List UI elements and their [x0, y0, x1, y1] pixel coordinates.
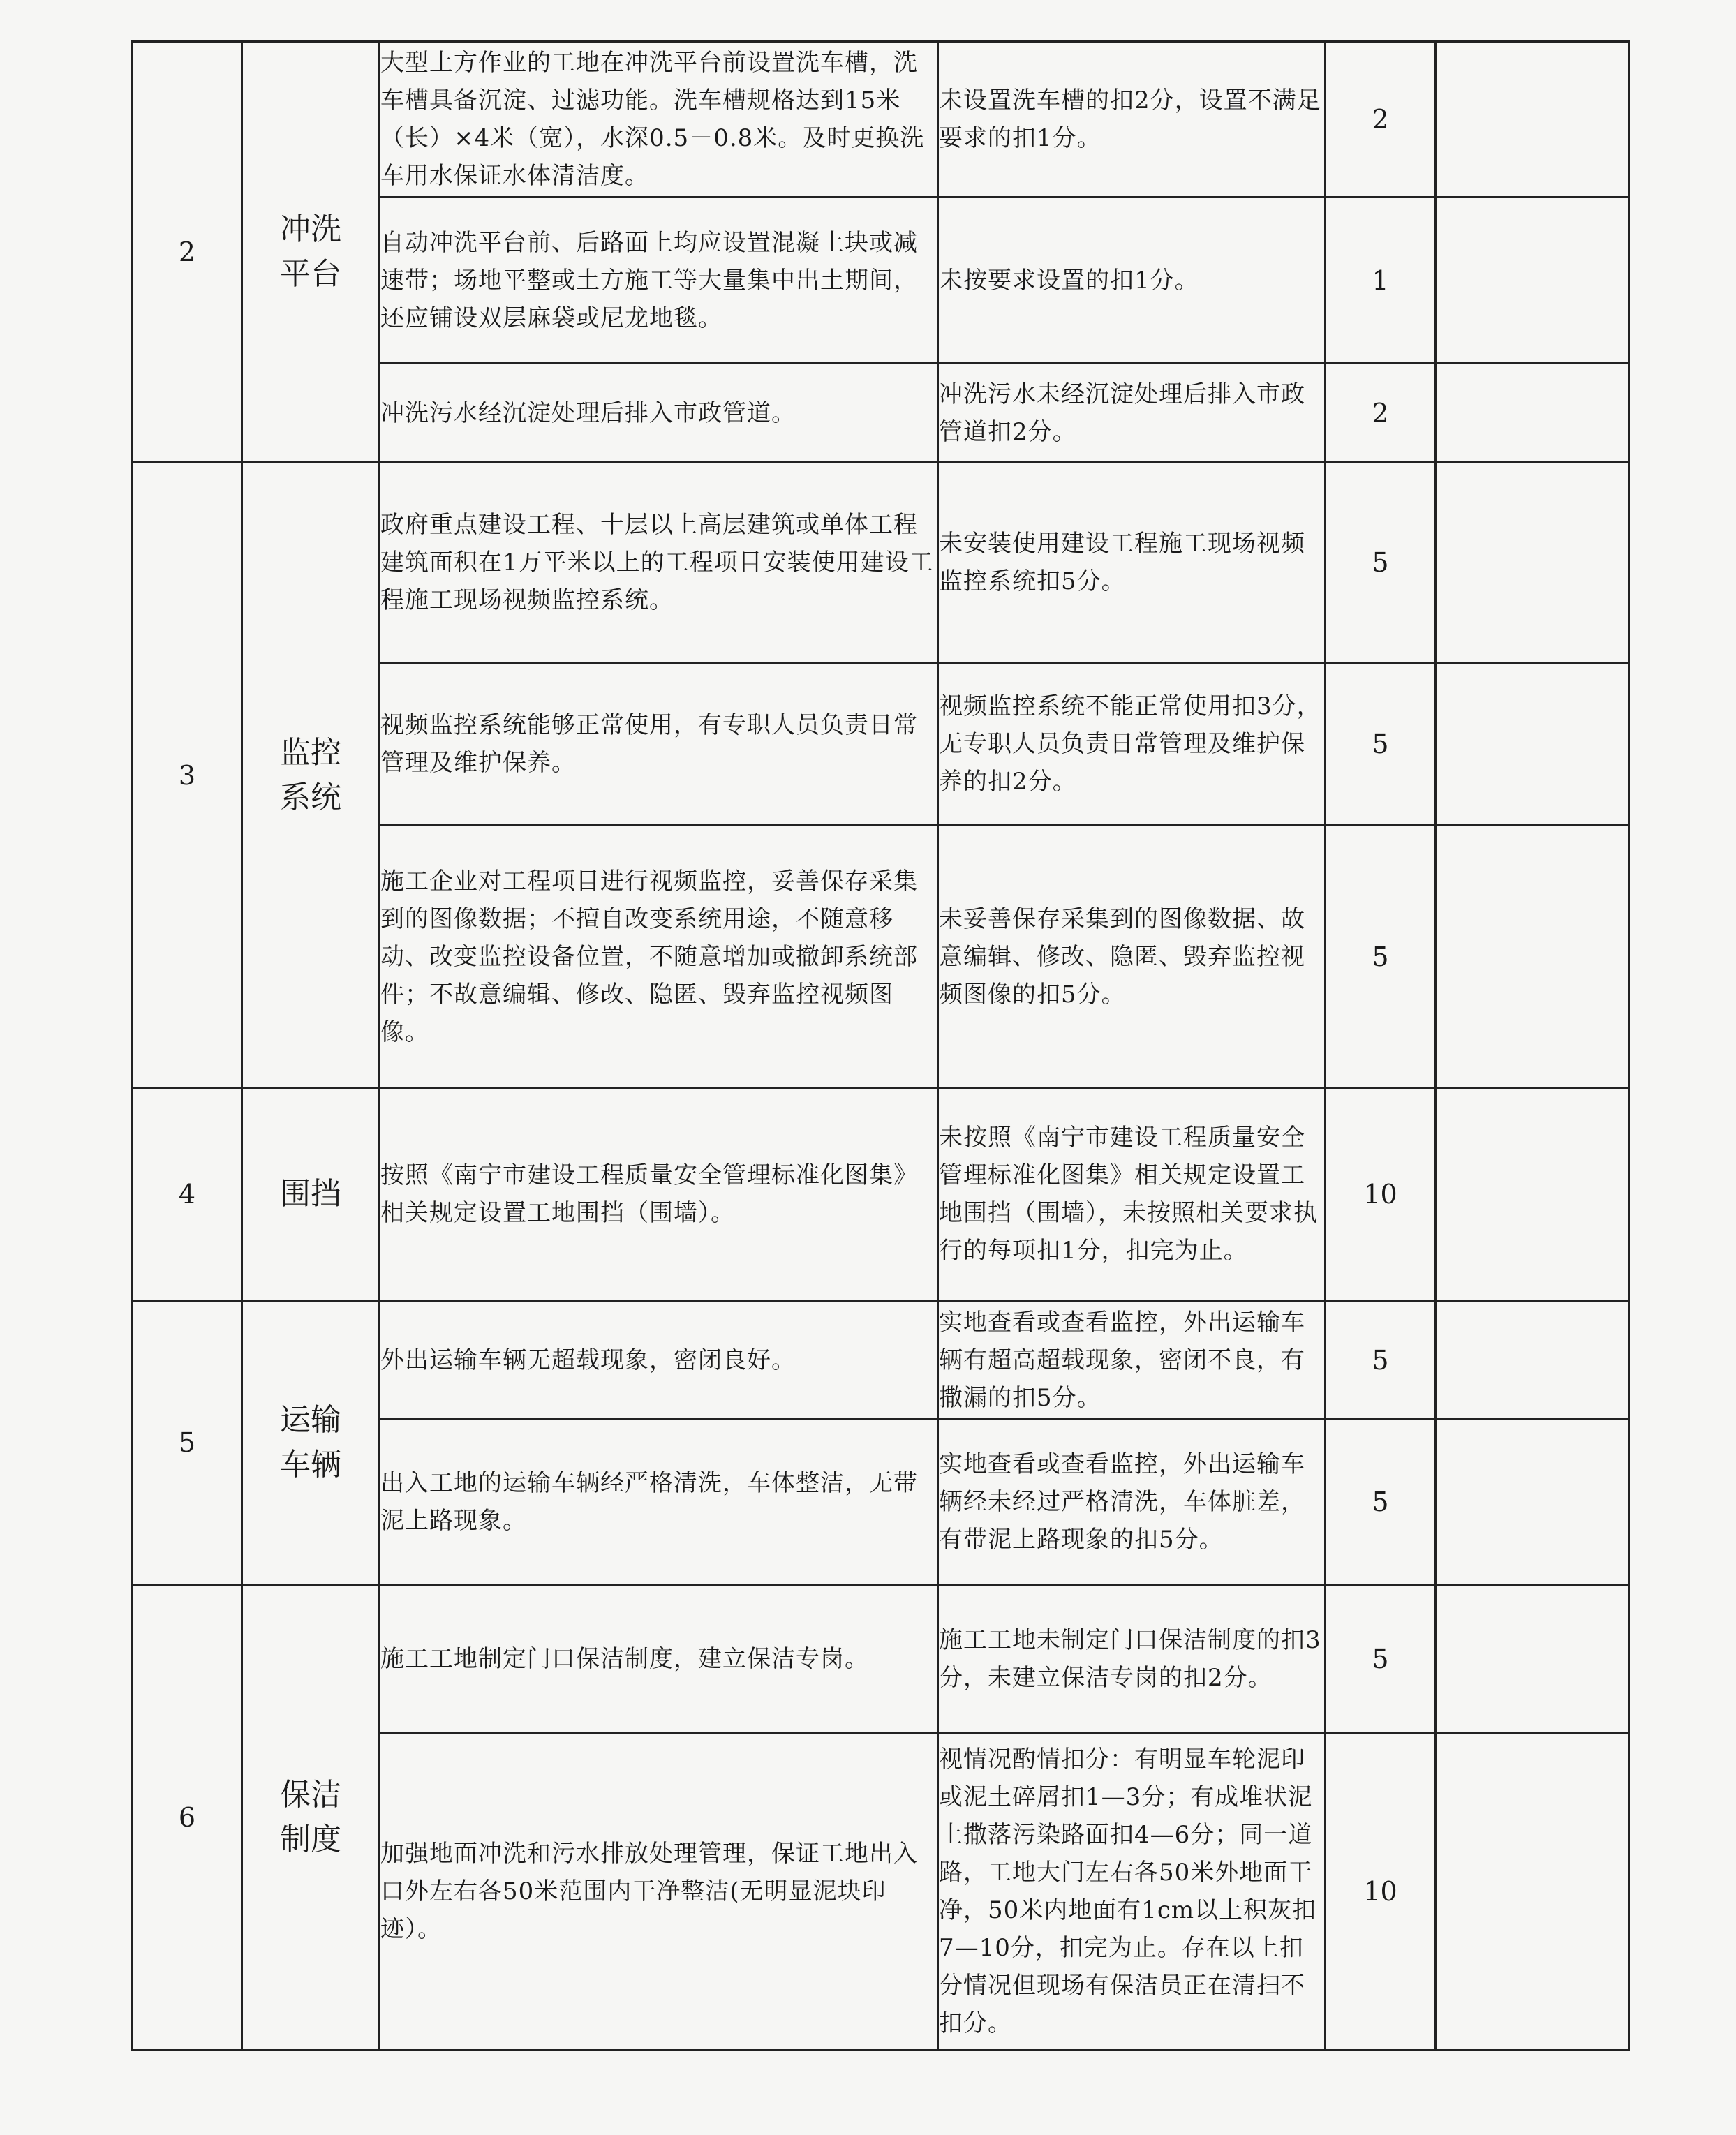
points-cell: 2	[1326, 364, 1436, 463]
row-number: 5	[133, 1301, 242, 1585]
deduction-cell: 未妥善保存采集到的图像数据、故意编辑、修改、隐匿、毁弃监控视频图像的扣5分。	[938, 826, 1326, 1088]
score-cell	[1436, 364, 1629, 463]
points-cell: 1	[1326, 198, 1436, 364]
score-cell	[1436, 42, 1629, 198]
requirement-cell: 大型土方作业的工地在冲洗平台前设置洗车槽，洗车槽具备沉淀、过滤功能。洗车槽规格达到15米（长）×4米（宽），水深0.5－0.8米。及时更换洗车用水保证水体清洁度。	[380, 42, 938, 198]
deduction-cell: 实地查看或查看监控，外出运输车辆有超高超载现象，密闭不良，有撒漏的扣5分。	[938, 1301, 1326, 1420]
requirement-cell: 按照《南宁市建设工程质量安全管理标准化图集》相关规定设置工地围挡（围墙）。	[380, 1088, 938, 1301]
item-name: 保洁制度	[242, 1585, 380, 2051]
deduction-cell: 冲洗污水未经沉淀处理后排入市政管道扣2分。	[938, 364, 1326, 463]
table-row	[133, 42, 1629, 198]
item-name: 冲洗平台	[242, 42, 380, 463]
points-cell: 5	[1326, 463, 1436, 663]
table-row	[133, 1585, 1629, 1733]
requirement-cell: 冲洗污水经沉淀处理后排入市政管道。	[380, 364, 938, 463]
points-cell: 5	[1326, 1420, 1436, 1585]
points-cell: 5	[1326, 663, 1436, 826]
table-row	[133, 463, 1629, 663]
score-cell	[1436, 198, 1629, 364]
score-cell	[1436, 663, 1629, 826]
score-cell	[1436, 1088, 1629, 1301]
points-cell: 5	[1326, 1301, 1436, 1420]
table-row	[133, 1088, 1629, 1301]
item-name: 监控系统	[242, 463, 380, 1088]
item-name: 围挡	[242, 1088, 380, 1301]
requirement-cell: 施工工地制定门口保洁制度，建立保洁专岗。	[380, 1585, 938, 1733]
deduction-cell: 未按照《南宁市建设工程质量安全管理标准化图集》相关规定设置工地围挡（围墙），未按照相关要求执行的每项扣1分，扣完为止。	[938, 1088, 1326, 1301]
row-number: 2	[133, 42, 242, 463]
table-row	[133, 1301, 1629, 1420]
deduction-cell: 施工工地未制定门口保洁制度的扣3分，未建立保洁专岗的扣2分。	[938, 1585, 1326, 1733]
requirement-cell: 视频监控系统能够正常使用，有专职人员负责日常管理及维护保养。	[380, 663, 938, 826]
row-number: 3	[133, 463, 242, 1088]
score-cell	[1436, 1301, 1629, 1420]
points-cell: 10	[1326, 1088, 1436, 1301]
points-cell: 2	[1326, 42, 1436, 198]
requirement-cell: 政府重点建设工程、十层以上高层建筑或单体工程建筑面积在1万平米以上的工程项目安装使用建设工程施工现场视频监控系统。	[380, 463, 938, 663]
score-cell	[1436, 1585, 1629, 1733]
requirement-cell: 施工企业对工程项目进行视频监控，妥善保存采集到的图像数据；不擅自改变系统用途，不随意移动、改变监控设备位置，不随意增加或撤卸系统部件；不故意编辑、修改、隐匿、毁弃监控视频图像。	[380, 826, 938, 1088]
deduction-cell: 视情况酌情扣分：有明显车轮泥印或泥土碎屑扣1—3分；有成堆状泥土撒落污染路面扣4—6分；同一道路，工地大门左右各50米外地面干净，50米内地面有1cm以上积灰扣7—10分，扣完为止。存在以上扣分情况但现场有保洁员正在清扫不扣分。	[938, 1733, 1326, 2051]
requirement-cell: 加强地面冲洗和污水排放处理管理，保证工地出入口外左右各50米范围内干净整洁(无明显泥块印迹）。	[380, 1733, 938, 2051]
requirement-cell: 外出运输车辆无超载现象，密闭良好。	[380, 1301, 938, 1420]
points-cell: 5	[1326, 1585, 1436, 1733]
score-cell	[1436, 463, 1629, 663]
inspection-score-table	[131, 40, 1630, 2051]
requirement-cell: 出入工地的运输车辆经严格清洗，车体整洁，无带泥上路现象。	[380, 1420, 938, 1585]
deduction-cell: 未安装使用建设工程施工现场视频监控系统扣5分。	[938, 463, 1326, 663]
deduction-cell: 实地查看或查看监控，外出运输车辆经未经过严格清洗，车体脏差，有带泥上路现象的扣5分。	[938, 1420, 1326, 1585]
score-cell	[1436, 1733, 1629, 2051]
deduction-cell: 未设置洗车槽的扣2分，设置不满足要求的扣1分。	[938, 42, 1326, 198]
requirement-cell: 自动冲洗平台前、后路面上均应设置混凝土块或减速带；场地平整或土方施工等大量集中出土期间，还应铺设双层麻袋或尼龙地毯。	[380, 198, 938, 364]
score-cell	[1436, 826, 1629, 1088]
deduction-cell: 视频监控系统不能正常使用扣3分，无专职人员负责日常管理及维护保养的扣2分。	[938, 663, 1326, 826]
score-cell	[1436, 1420, 1629, 1585]
points-cell: 10	[1326, 1733, 1436, 2051]
row-number: 6	[133, 1585, 242, 2051]
points-cell: 5	[1326, 826, 1436, 1088]
item-name: 运输车辆	[242, 1301, 380, 1585]
row-number: 4	[133, 1088, 242, 1301]
deduction-cell: 未按要求设置的扣1分。	[938, 198, 1326, 364]
